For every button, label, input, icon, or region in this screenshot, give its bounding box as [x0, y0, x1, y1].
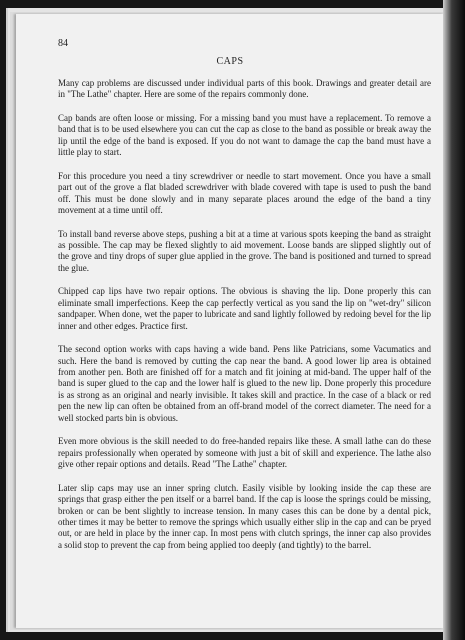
- page-number: 84: [58, 38, 68, 49]
- paragraph-procedure: For this procedure you need a tiny screwdriver or needle to start movement. Once you have a small part out of the grove a flat bladed screwdriver with blade covered with tape is used to push the band off. This must be done slowly and in many separate places around the edge of the band a tiny movement at a time until off.: [58, 170, 431, 216]
- page-title: CAPS: [216, 56, 244, 67]
- paragraph-lathe: Even more obvious is the skill needed to do free-handed repairs like these. A small lathe can do these repairs professionally when operated by someone with just a bit of skill and experience. The lathe also give other repair options and details. Read "The Lathe" chapter.: [58, 436, 431, 470]
- paragraph-chipped-lips: Chipped cap lips have two repair options. The obvious is shaving the lip. Done properly this can eliminate small imperfections. Keep the cap perfectly vertical as you sand the lip on "wet-dry" silicon sandpaper. When done, wet the paper to lubricate and sand lightly followed by redoing bevel for the lip inner and other edges. Practice first.: [58, 286, 431, 331]
- document-page: [16, 14, 444, 628]
- paragraph-install-band: To install band reverse above steps, pushing a bit at a time at various spots keeping the band as straight as possible. The cap may be flexed slightly to aid movement. Loose bands are slipped slightly out of the grove and tiny drops of super glue applied in the grove. The band is positioned and turned to spread the glue.: [58, 228, 431, 273]
- paragraph-second-option: The second option works with caps having a wide band. Pens like Patricians, some Vacumatics and such. Here the band is removed by cutting the cap near the band. A good lower lip area is obtained from another pen. Both are finished off for a match and fit joining at mid-band. The upper half of the band is super glued to the cap and the lower half is glued to the new lip. Done properly this procedure is as strong as an original and nearly invisible. It takes skill and practice. In the case of a black or red pen the new lip can often be obtained from an off-brand model of the correct diameter. The need for a well stocked parts bin is obvious.: [58, 344, 431, 423]
- paragraph-cap-bands: Cap bands are often loose or missing. For a missing band you must have a replacement. To remove a band that is to be used elsewhere you can cut the cap as close to the band as possible or break away the lip until the edge of the band is exposed. If you do not want to damage the cap the band must have a little play to start.: [58, 113, 431, 158]
- paragraph-intro: Many cap problems are discussed under individual parts of this book. Drawings and greater detail are in "The Lathe" chapter. Here are some of the repairs commonly done.: [58, 78, 431, 100]
- body-text: [58, 78, 431, 563]
- paragraph-slip-caps: Later slip caps may use an inner spring clutch. Easily visible by looking inside the cap these are springs that grasp either the pen itself or a barrel band. If the cap is loose the springs could be missing, broken or can be bent slightly to increase tension. In many cases this can be done by a dental pick, other times it may be better to remove the springs which usually either slip in the cap and can be pryed out, or are held in place by the inner cap. In most pens with clutch springs, the inner cap also provides a solid stop to prevent the cap from being applied too deeply (and tightly) to the barrel.: [58, 482, 431, 550]
- binding-edge: [443, 0, 465, 640]
